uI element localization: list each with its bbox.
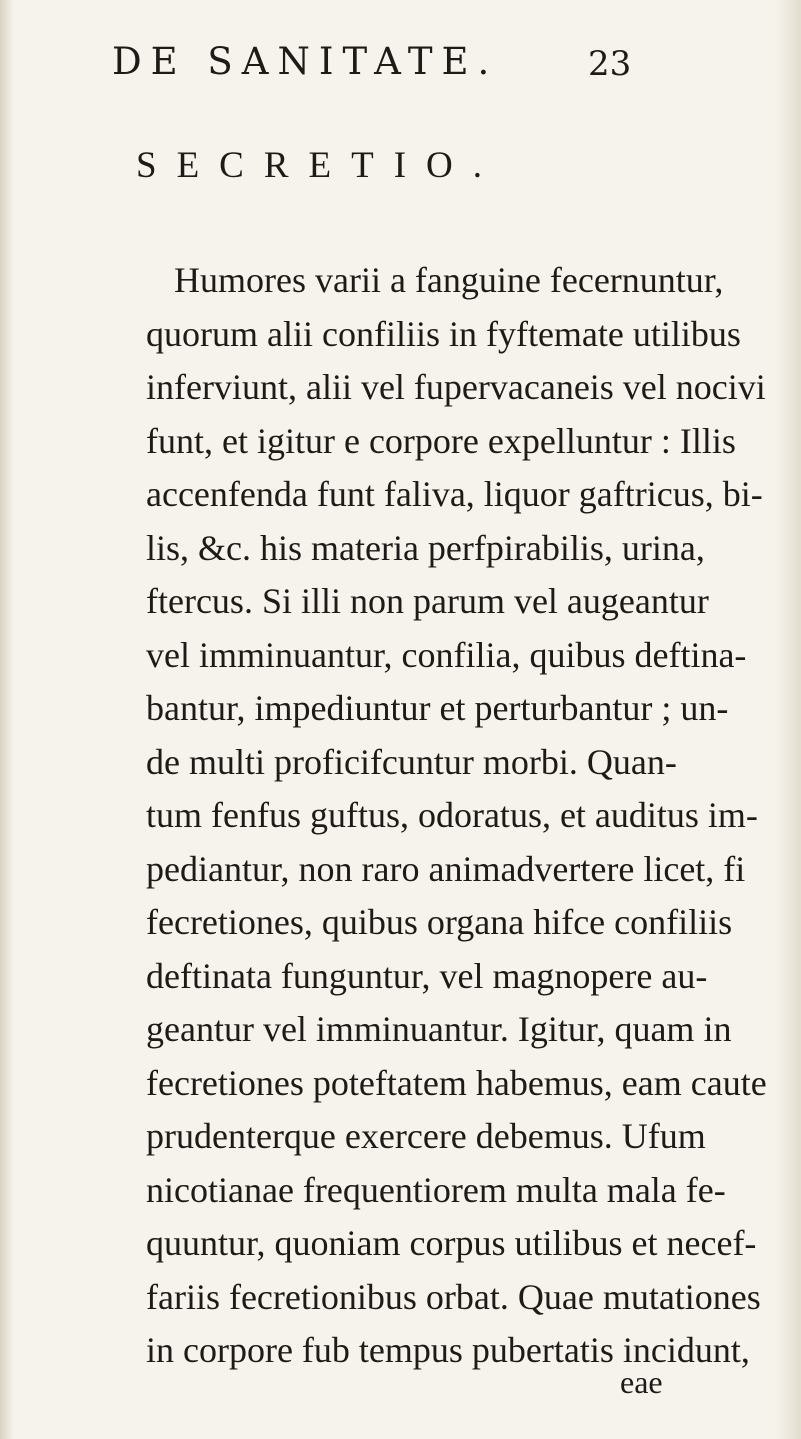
text-line: deftinata funguntur, vel magnopere au- xyxy=(146,955,708,996)
body-paragraph xyxy=(146,254,767,1378)
text-line: quuntur, quoniam corpus utilibus et necef- xyxy=(146,1223,757,1263)
text-line: fecretiones poteftatem habemus, eam caute xyxy=(146,1062,767,1103)
text-line: fecretiones, quibus organa hifce confiliis xyxy=(146,902,733,942)
text-line: Humores varii a fanguine fecernuntur, xyxy=(174,260,724,300)
catchword: eae xyxy=(620,1364,663,1400)
text-line: vel imminuantur, confilia, quibus deftina- xyxy=(146,634,747,675)
section-title: SECRETIO. xyxy=(136,145,503,186)
page-binding-edge xyxy=(0,0,14,1439)
text-line: tum fenfus guftus, odoratus, et auditus im- xyxy=(146,795,758,835)
running-head xyxy=(0,40,801,100)
text-line: geantur vel imminuantur. Igitur, quam in xyxy=(146,1009,732,1049)
text-line: de multi proficifcuntur morbi. Quan- xyxy=(146,741,677,782)
page-right-edge xyxy=(775,0,801,1439)
text-line: accenfenda funt faliva, liquor gaftricus, bi- xyxy=(146,474,763,514)
text-line: ftercus. Si illi non parum vel augeantur xyxy=(146,581,709,621)
page-number: 23 xyxy=(588,44,632,84)
text-line: funt, et igitur e corpore expelluntur : Illis xyxy=(146,420,736,461)
text-line: inferviunt, alii vel fupervacaneis vel nocivi xyxy=(146,367,766,407)
text-line: lis, &c. his materia perfpirabilis, urina, xyxy=(146,527,705,568)
text-line: in corpore fub tempus pubertatis incidunt, xyxy=(146,1330,750,1370)
text-line: prudenterque exercere debemus. Ufum xyxy=(146,1116,706,1156)
running-head-title: DE SANITATE. xyxy=(112,40,499,83)
text-line: nicotianae frequentiorem multa mala fe- xyxy=(146,1169,726,1210)
text-line: fariis fecretionibus orbat. Quae mutationes xyxy=(146,1276,761,1317)
text-line: pediantur, non raro animadvertere licet, fi xyxy=(146,848,746,889)
text-line: bantur, impediuntur et perturbantur ; un- xyxy=(146,688,729,728)
text-line: quorum alii confiliis in fyftemate utilibus xyxy=(146,313,741,354)
